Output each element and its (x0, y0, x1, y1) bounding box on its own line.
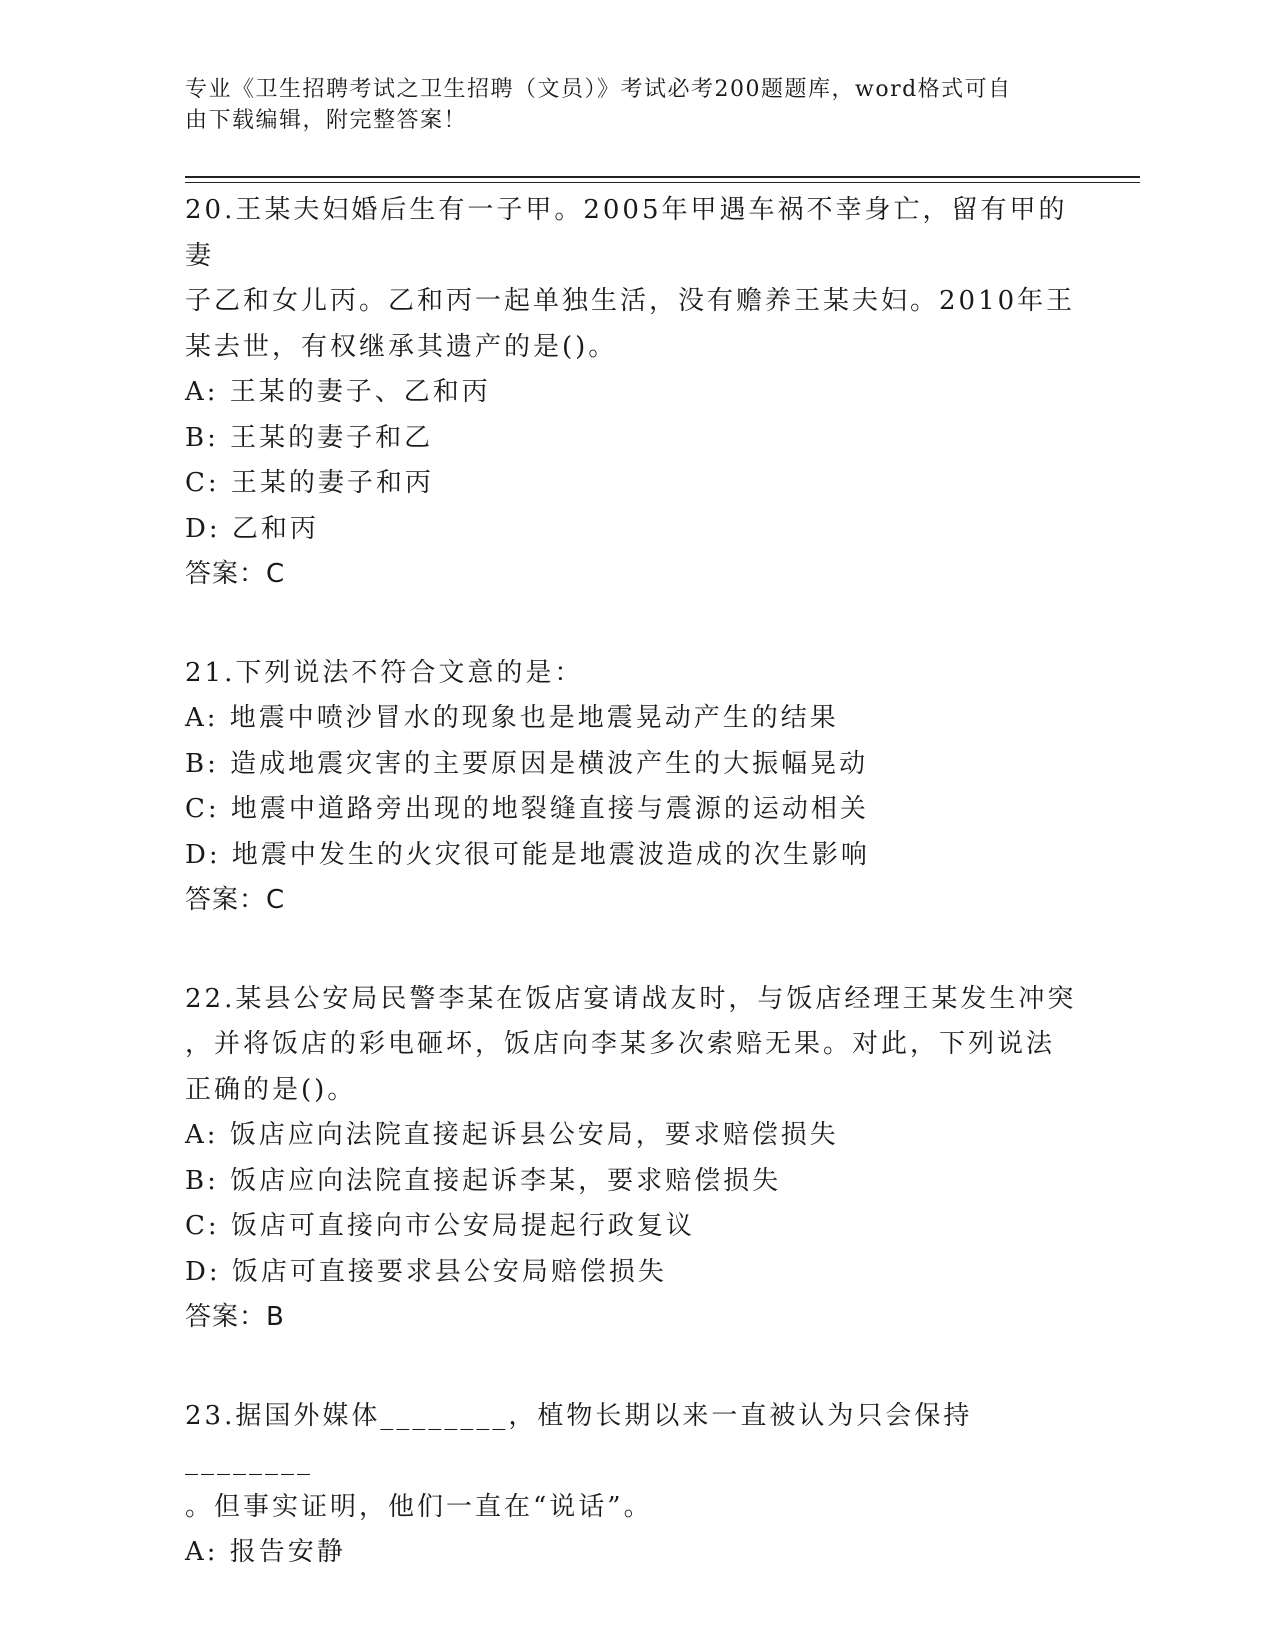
option-a: A: 地震中喷沙冒水的现象也是地震晃动产生的结果 (185, 703, 839, 733)
stem-line: 20.王某夫妇婚后生有一子甲。2005年甲遇车祸不幸身亡，留有甲的妻 (185, 195, 1068, 271)
option-a: A: 饭店应向法院直接起诉县公安局，要求赔偿损失 (185, 1120, 839, 1150)
question-21 (185, 651, 1085, 924)
question-stem (185, 1394, 1085, 1531)
header-title-line-1: 专业《卫生招聘考试之卫生招聘（文员）》考试必考200题题库，word格式可自 (185, 77, 1012, 102)
answer-label: 答案：B (185, 1302, 285, 1332)
option-c: C: 地震中道路旁出现的地裂缝直接与震源的运动相关 (185, 794, 869, 824)
document-header (185, 74, 1065, 136)
option-a: A: 报告安静 (185, 1537, 346, 1567)
option-d: D: 乙和丙 (185, 513, 319, 544)
option-b: B: 饭店应向法院直接起诉李某，要求赔偿损失 (185, 1165, 782, 1196)
stem-line: 某去世，有权继承其遗产的是()。 (185, 331, 618, 362)
option-d: D: 饭店可直接要求县公安局赔偿损失 (185, 1256, 667, 1287)
question-20 (185, 188, 1085, 598)
question-stem (185, 188, 1085, 370)
header-rule-thin (185, 182, 1140, 183)
answer-label: 答案：C (185, 559, 286, 589)
stem-line: 22.某县公安局民警李某在饭店宴请战友时，与饭店经理王某发生冲突 (185, 983, 1077, 1014)
header-rule-thick (185, 176, 1140, 178)
stem-line: ，并将饭店的彩电砸坏，饭店向李某多次索赔无果。对此，下列说法 (185, 1029, 1056, 1059)
option-b: B: 造成地震灾害的主要原因是横波产生的大振幅晃动 (185, 748, 869, 779)
question-stem (185, 651, 1085, 697)
stem-line: 23.据国外媒体________，植物长期以来一直被认为只会保持________ (185, 1400, 973, 1476)
stem-line: 21.下列说法不符合文意的是： (185, 657, 584, 688)
option-a: A: 王某的妻子、乙和丙 (185, 377, 491, 407)
question-23 (185, 1394, 1085, 1576)
answer-label: 答案：C (185, 885, 286, 915)
question-22 (185, 977, 1085, 1341)
option-b: B: 王某的妻子和乙 (185, 422, 434, 453)
option-d: D: 地震中发生的火灾很可能是地震波造成的次生影响 (185, 839, 870, 870)
header-title-line-2: 由下载编辑，附完整答案！ (185, 108, 468, 133)
question-stem (185, 977, 1085, 1114)
stem-line: 正确的是()。 (185, 1074, 357, 1105)
question-list (185, 188, 1085, 1629)
option-c: C: 王某的妻子和丙 (185, 468, 434, 498)
stem-line: 子乙和女儿丙。乙和丙一起单独生活，没有赡养王某夫妇。2010年王 (185, 286, 1076, 316)
option-c: C: 饭店可直接向市公安局提起行政复议 (185, 1211, 695, 1241)
stem-line: 。但事实证明，他们一直在“说话”。 (185, 1491, 653, 1522)
